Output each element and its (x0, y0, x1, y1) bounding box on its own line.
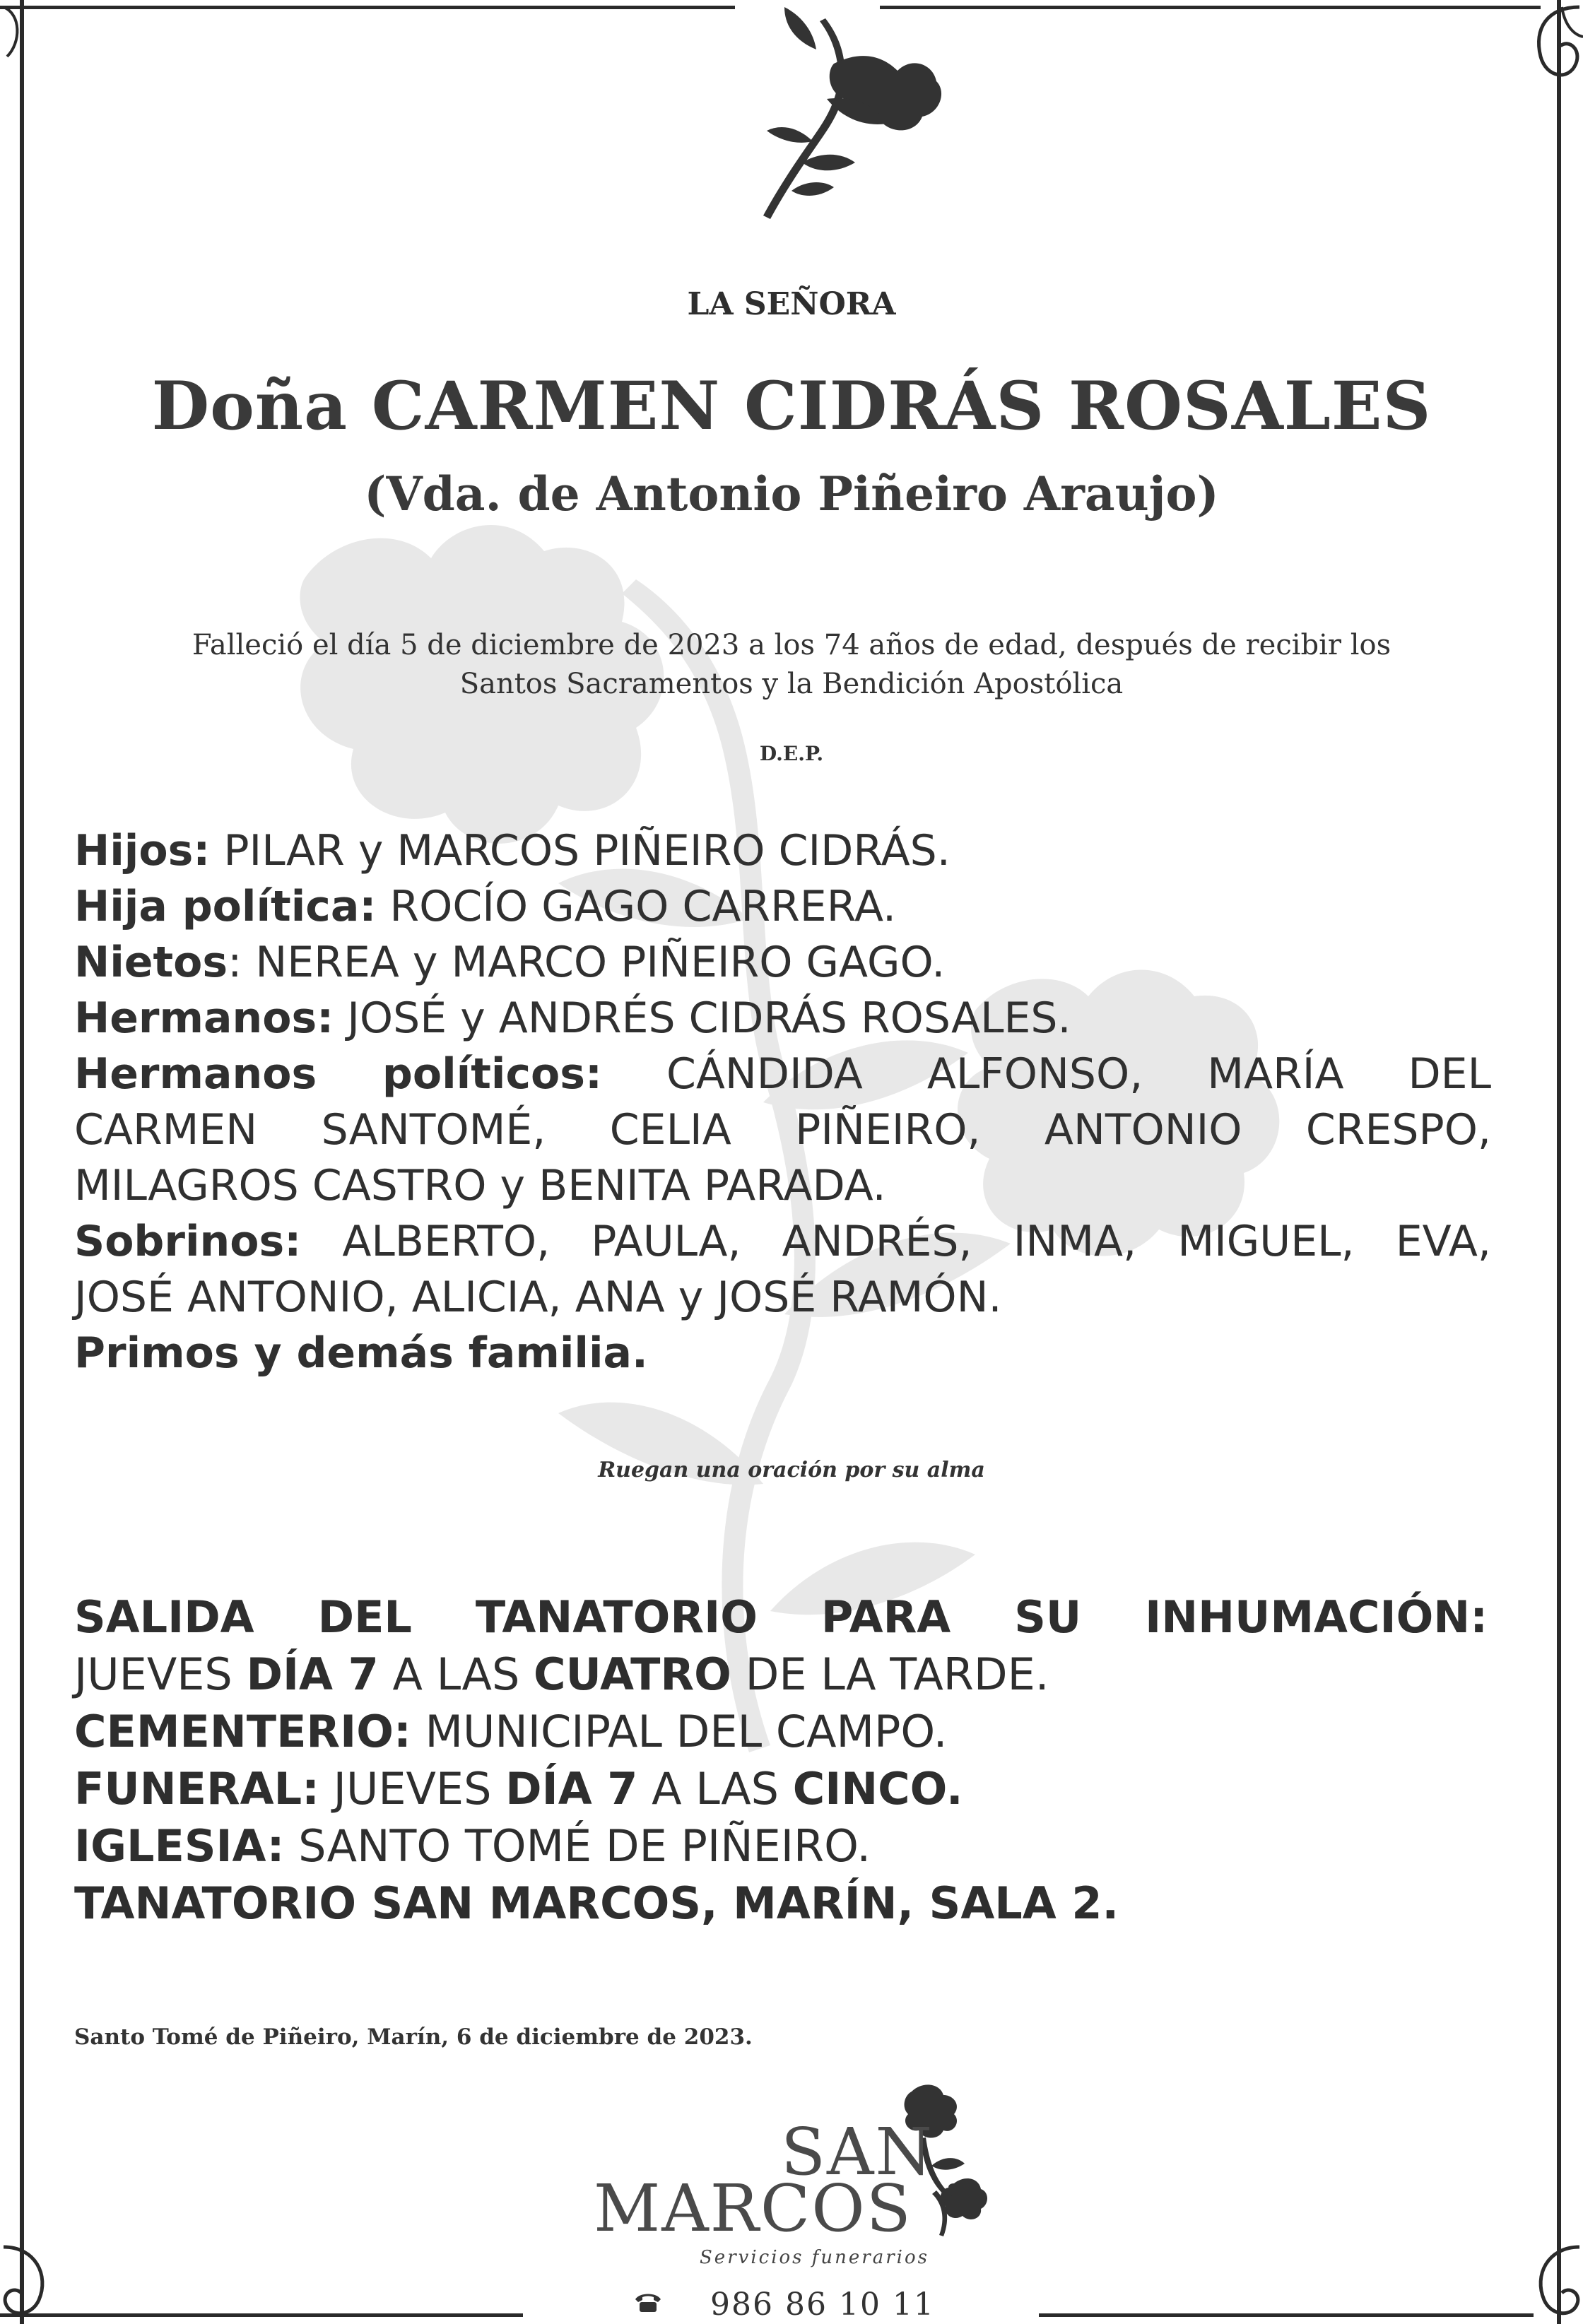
funeral-hour: CINCO. (792, 1763, 963, 1815)
corner-ornament-icon (1519, 0, 1583, 106)
salida-hour: CUATRO (534, 1648, 731, 1700)
prayer-text: Ruegan una oración por su alma (598, 1458, 985, 1482)
tanatorio: TANATORIO SAN MARCOS, MARÍN, SALA 2. (74, 1877, 1119, 1929)
relatives-list (74, 823, 1491, 1381)
funeral-text: A LAS (637, 1763, 793, 1815)
relatives-primos: Primos y demás familia. (74, 1328, 648, 1378)
relatives-value: ALBERTO, PAULA, ANDRÉS, INMA, MIGUEL, EVA, (301, 1217, 1491, 1266)
logo (565, 2077, 1004, 2324)
relatives-label: Hijos: (74, 826, 211, 875)
cementerio (74, 1703, 1488, 1760)
frame-right (1557, 0, 1561, 2324)
corner-ornament-icon (1512, 2233, 1583, 2324)
announcement-line-1: Falleció el día 5 de diciembre de 2023 a los 74 años de edad, después de recibir los (192, 629, 1391, 661)
iglesia-label: IGLESIA: (74, 1820, 285, 1872)
salida-label: SALIDA DEL TANATORIO PARA SU INHUMACIÓN: (74, 1591, 1488, 1643)
frame-bottom-left (0, 2313, 523, 2317)
relatives-label: Hermanos: (74, 993, 334, 1043)
funeral-day: DÍA 7 (505, 1763, 638, 1815)
relatives-hermanos (74, 991, 1491, 1046)
relatives-hija-politica (74, 879, 1491, 935)
cementerio-label: CEMENTERIO: (74, 1706, 411, 1757)
frame-left (20, 0, 24, 2324)
service-info (74, 1588, 1488, 1932)
title-small: LA SEÑORA (687, 286, 896, 322)
cementerio-value: MUNICIPAL DEL CAMPO. (411, 1706, 948, 1757)
top-flower-icon (735, 0, 954, 233)
iglesia (74, 1817, 1488, 1875)
relatives-value: PILAR y MARCOS PIÑEIRO CIDRÁS. (210, 826, 951, 875)
relatives-hijos (74, 823, 1491, 879)
funeral-text: JUEVES (319, 1763, 506, 1815)
relatives-sobrinos (74, 1214, 1491, 1270)
logo-tagline: Servicios funerarios (700, 2247, 929, 2268)
widow-of: (Vda. de Antonio Piñeiro Araujo) (364, 466, 1219, 521)
iglesia-value: SANTO TOMÉ DE PIÑEIRO. (284, 1820, 871, 1872)
logo-phone: 986 86 10 11 (710, 2287, 935, 2323)
logo-line-2: MARCOS (594, 2171, 912, 2246)
announcement-line-2: Santos Sacramentos y la Bendición Apostólica (459, 668, 1124, 700)
dep-label: D.E.P. (759, 742, 824, 765)
corner-ornament-icon (0, 2233, 57, 2324)
place-date: Santo Tomé de Piñeiro, Marín, 6 de diciembre de 2023. (74, 2024, 753, 2050)
funeral (74, 1760, 1488, 1817)
logo-line-1: SAN (781, 2114, 934, 2190)
frame-bottom-right (1039, 2313, 1534, 2317)
deceased-name: Doña CARMEN CIDRÁS ROSALES (151, 367, 1432, 445)
relatives-label: Hermanos políticos: (74, 1049, 602, 1099)
relatives-value: ROCÍO GAGO CARRERA. (376, 882, 897, 931)
relatives-label: Hija política: (74, 882, 377, 931)
phone-icon (632, 2289, 664, 2313)
relatives-hermanos-politicos-end: MILAGROS CASTRO y BENITA PARADA. (74, 1161, 886, 1210)
relatives-sobrinos-end: JOSÉ ANTONIO, ALICIA, ANA y JOSÉ RAMÓN. (74, 1273, 1002, 1322)
relatives-value: : NEREA y MARCO PIÑEIRO GAGO. (228, 938, 946, 987)
salida-day: DÍA 7 (246, 1648, 379, 1700)
frame-top-left (0, 6, 735, 9)
relatives-value: CÁNDIDA ALFONSO, MARÍA DEL (601, 1049, 1491, 1099)
relatives-hermanos-politicos (74, 1046, 1491, 1102)
funeral-label: FUNERAL: (74, 1763, 319, 1815)
corner-ornament-icon (0, 0, 28, 64)
relatives-label: Nietos (74, 938, 228, 987)
salida-text: A LAS (378, 1648, 534, 1700)
relatives-value: JOSÉ y ANDRÉS CIDRÁS ROSALES. (334, 993, 1071, 1043)
salida-text: DE LA TARDE. (731, 1648, 1049, 1700)
relatives-label: Sobrinos: (74, 1217, 302, 1266)
frame-top-right (880, 6, 1541, 9)
relatives-nietos (74, 935, 1491, 991)
salida-text: JUEVES (74, 1648, 247, 1700)
salida-detail (74, 1646, 1488, 1703)
relatives-hermanos-politicos-cont: CARMEN SANTOMÉ, CELIA PIÑEIRO, ANTONIO CRESPO, (74, 1105, 1491, 1155)
